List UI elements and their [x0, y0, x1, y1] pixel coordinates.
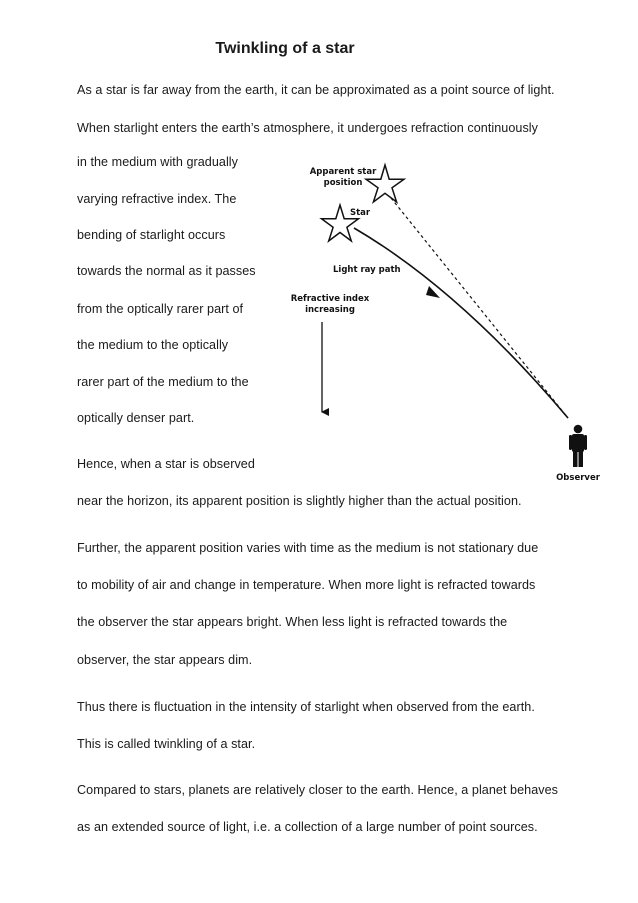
paragraph-line: This is called twinkling of a star. [77, 737, 256, 751]
paragraph-line: from the optically rarer part of [77, 302, 244, 316]
paragraph-line: Compared to stars, planets are relatively closer to the earth. Hence, a planet behaves [77, 783, 559, 797]
paragraph-line: rarer part of the medium to the [77, 375, 249, 389]
light-ray-path [354, 228, 568, 418]
paragraph-line: in the medium with gradually [77, 155, 238, 169]
paragraph-line: towards the normal as it passes [77, 264, 256, 278]
paragraph-line: near the horizon, its apparent position is slightly higher than the actual position. [77, 494, 522, 508]
apparent-line [391, 198, 568, 418]
apparent-star-label-2: position [323, 178, 363, 188]
paragraph-line: varying refractive index. The [77, 192, 237, 206]
paragraph-line: the observer the star appears bright. When less light is refracted towards the [77, 615, 508, 629]
page-title: Twinkling of a star [215, 40, 355, 57]
paragraph-line: bending of starlight occurs [77, 228, 226, 242]
light-ray-label: Light ray path [333, 265, 401, 275]
twinkling-diagram [280, 150, 610, 500]
refractive-label-2: increasing [305, 305, 355, 315]
paragraph-line: Thus there is fluctuation in the intensity of starlight when observed from the earth. [77, 700, 535, 714]
paragraph-line: As a star is far away from the earth, it can be approximated as a point source of light. [77, 83, 555, 97]
paragraph-line: the medium to the optically [77, 338, 229, 352]
star-label: Star [350, 208, 371, 218]
paragraph-line: as an extended source of light, i.e. a collection of a large number of point sources. [77, 820, 538, 834]
observer-icon [569, 425, 587, 467]
paragraph-line: Further, the apparent position varies with time as the medium is not stationary due [77, 541, 539, 555]
apparent-star-label: Apparent star [309, 167, 377, 177]
paragraph-line: optically denser part. [77, 411, 195, 425]
refractive-label: Refractive index [290, 294, 370, 304]
paragraph-line: When starlight enters the earth’s atmosphere, it undergoes refraction continuously [77, 121, 538, 135]
paragraph-line: observer, the star appears dim. [77, 653, 253, 667]
observer-label: Observer [556, 473, 600, 483]
paragraph-line: to mobility of air and change in temperature. When more light is refracted towards [77, 578, 536, 592]
paragraph-line: Hence, when a star is observed [77, 457, 255, 471]
